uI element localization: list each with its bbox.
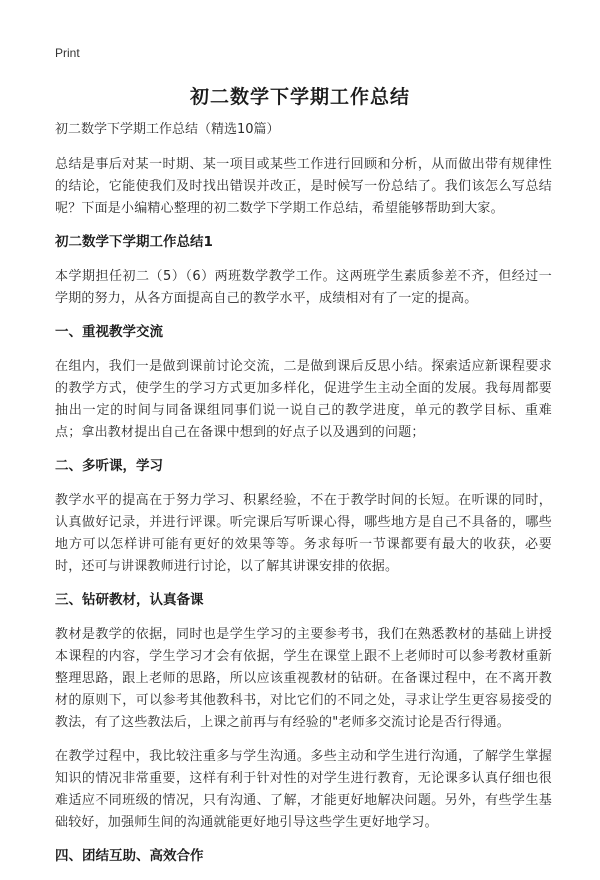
article-opening-paragraph: 本学期担任初二（5）（6）两班数学教学工作。这两班学生素质参差不齐，但经过一学期的努力，从各方面提高自己的教学水平，成绩相对有了一定的提高。 [55, 269, 552, 306]
section-3-paragraph-2: 在教学过程中，我比较注重多与学生沟通。多些主动和学生进行沟通，了解学生掌握知识的情况非常重要，这样有利于针对性的对学生进行教育，无论课多认真仔细也很难适应不同班级的情况，只有沟通、了解，才能更好地解决问题。另外，有些学生基础较好，加强师生间的沟通就能更好地引导这些学生更好地学习。 [55, 749, 552, 830]
section-3-paragraph-1: 教材是教学的依据，同时也是学生学习的主要参考书，我们在熟悉教材的基础上讲授本课程的内容，学生学习才会有依据，学生在课堂上跟不上老师时可以参考教材重新整理思路，跟上老师的思路，所以应该重视教材的钻研。在备课过程中，在不离开教材的原则下，可以参考其他教科书，对比它们的不同之处，寻求让学生更容易接受的教法，有了这些教法后，上课之前再与有经验的"老师多交流讨论是否行得通。 [55, 627, 552, 730]
intro-paragraph: 总结是事后对某一时期、某一项目或某些工作进行回顾和分析，从而做出带有规律性的结论，它能使我们及时找出错误并改正，是时候写一份总结了。我们该怎么写总结呢？下面是小编精心整理的初二数学下学期工作总结，希望能够帮助到大家。 [55, 157, 552, 216]
document-body [55, 120, 552, 880]
section-heading-1: 一、重视教学交流 [55, 324, 163, 340]
section-2-paragraph: 教学水平的提高在于努力学习、积累经验，不在于教学时间的长短。在听课的同时，认真做好记录，并进行评课。听完课后写听课心得，哪些地方是自己不具备的，哪些地方可以怎样讲可能有更好的效果等等。务求每听一节课都要有最大的收获，必要时，还可与讲课教师进行讨论，以了解其讲课安排的依据。 [55, 493, 552, 574]
document-subtitle: 初二数学下学期工作总结（精选10篇） [55, 122, 280, 137]
page-title: 初二数学下学期工作总结 [189, 86, 410, 108]
section-heading-4: 四、团结互助、高效合作 [55, 848, 204, 864]
article-heading: 初二数学下学期工作总结1 [55, 234, 213, 250]
section-heading-2: 二、多听课，学习 [55, 458, 163, 474]
section-heading-3: 三、钻研教材，认真备课 [55, 592, 204, 608]
print-link[interactable]: Print [55, 46, 80, 60]
section-1-paragraph: 在组内，我们一是做到课前讨论交流，二是做到课后反思小结。探索适应新课程要求的教学方式，使学生的学习方式更加多样化，促进学生主动全面的发展。我每周都要抽出一定的时间与同备课组同事们说一说自己的教学进度，单元的教学目标、重难点；拿出教材提出自己在备课中想到的好点子以及遇到的问题； [55, 359, 552, 440]
